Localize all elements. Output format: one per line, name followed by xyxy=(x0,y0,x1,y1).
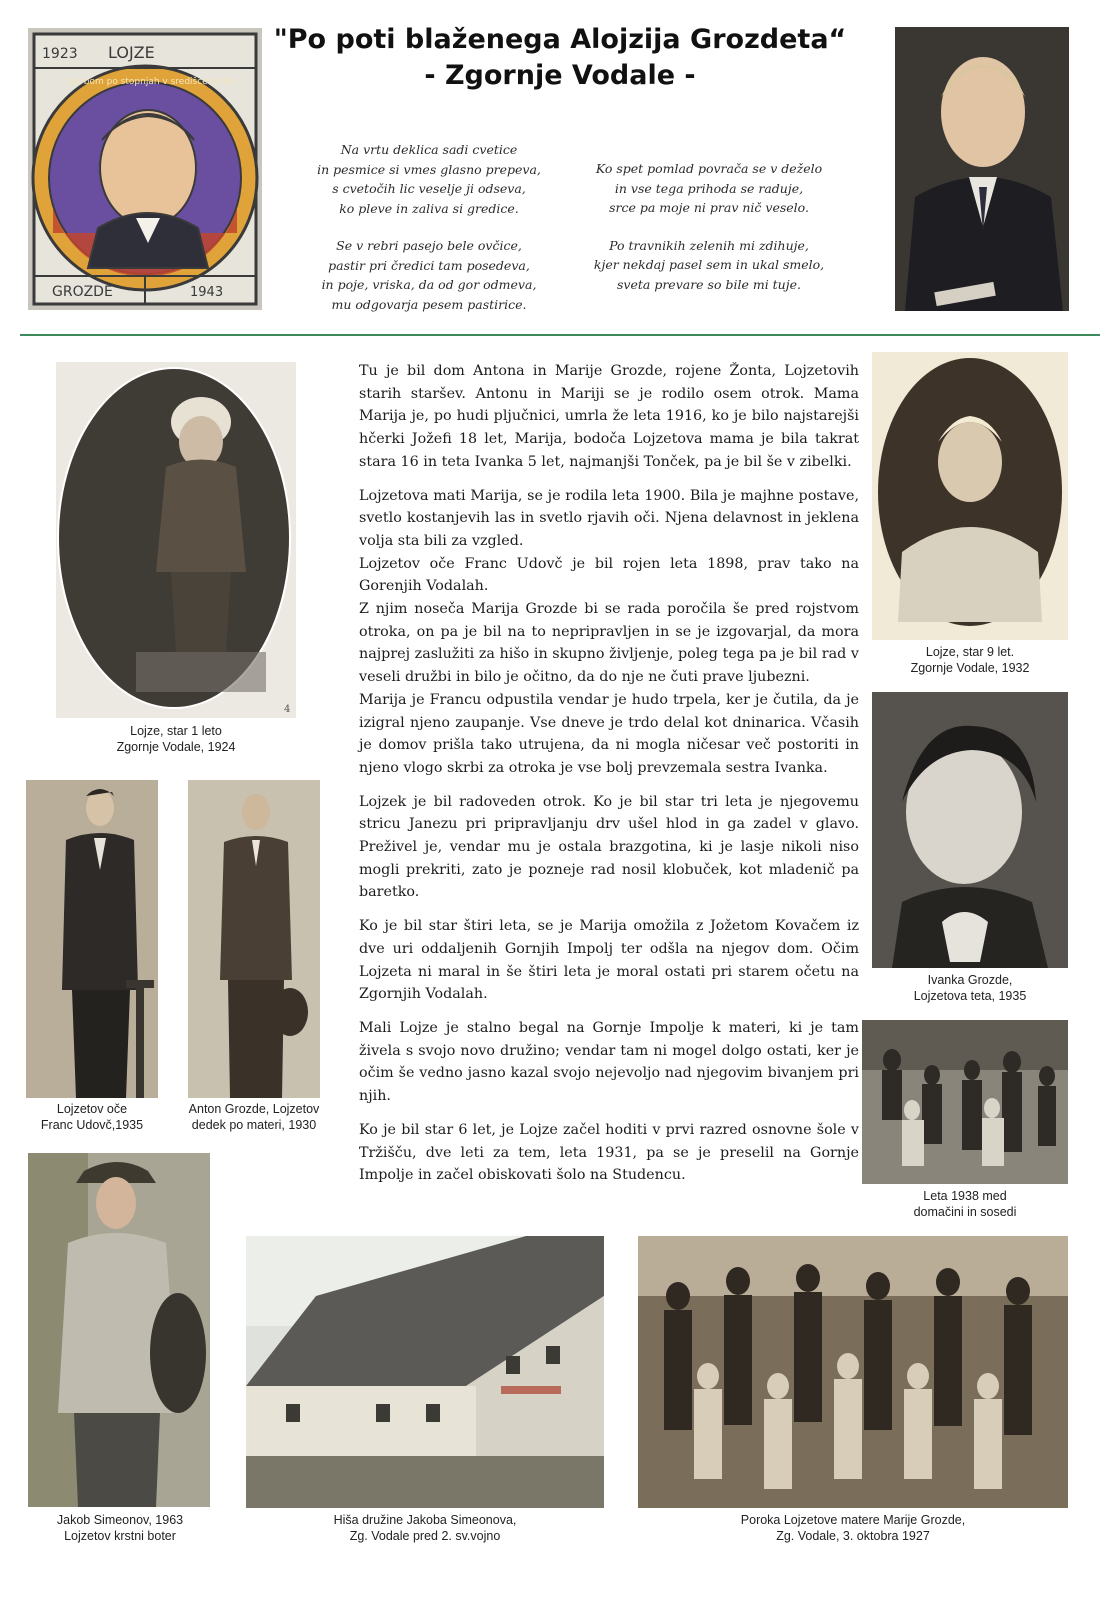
poem-line: mu odgovarja pesem pastirice. xyxy=(331,296,527,312)
poem-line: in poje, vriska, da od gor odmeva, xyxy=(321,277,537,292)
caption-line: Hiša družine Jakoba Simeonova, xyxy=(333,1513,517,1527)
caption-line: Lojzetov krstni boter xyxy=(64,1529,176,1543)
ivanka-photo xyxy=(872,692,1068,968)
caption-jakob xyxy=(20,1512,220,1544)
article-paragraph: Lojzetov oče Franc Udovč je bil rojen leta 1898, prav tako na Gorenjih Vodalah. xyxy=(359,555,859,595)
wedding-photo xyxy=(638,1236,1068,1508)
poem-line: kjer nekdaj pasel sem in ukal smelo, xyxy=(593,257,825,272)
poem-line: in pesmice si vmes glasno prepeva, xyxy=(317,161,541,177)
article-paragraph: Marija je Francu odpustila vendar je hudo trpela, ker je čutila, da je izigral njeno zaupanje. Vse dneve je trdo delal kot dninarica. Včasih je domov prišla tako utrujena, da ni mogla ničesar več postoriti in njeno vlogo skrbi za otroka je vse bolj prevzemala sestra Ivanka. xyxy=(359,691,859,776)
poem-line: Se v rebri pasejo bele ovčice, xyxy=(336,238,522,253)
caption-group-1938 xyxy=(860,1188,1070,1220)
caption-line: Jakob Simeonov, 1963 xyxy=(56,1513,184,1527)
caption-line: dedek po materi, 1930 xyxy=(191,1118,317,1132)
caption-ivanka xyxy=(860,972,1080,1004)
poem-line: srce pa moje ni prav nič veselo. xyxy=(609,200,809,215)
article-paragraph: Lojzek je bil radoveden otrok. Ko je bil star tri leta je njegovemu stricu Janezu pri pripravljanju drv ušel hlod in ga zadel v glavo. Preživel je, vendar mu je ostala brazgotina, ki je lasje nikoli niso mogli prekriti, zato je pozneje rad nosil klobuček, kot mladenič pa baretko. xyxy=(359,793,859,901)
section-divider xyxy=(20,334,1100,336)
caption-line: Zgornje Vodale, 1924 xyxy=(116,740,236,754)
caption-line: domačini in sosedi xyxy=(913,1205,1017,1219)
caption-line: Lojzetov oče xyxy=(56,1102,128,1116)
page-title xyxy=(240,22,880,94)
poem-line: ko pleve in zaliva si gredice. xyxy=(339,200,519,216)
stained-glass-name: LOJZE xyxy=(108,43,155,62)
poem-line: pastir pri čredici tam posedeva, xyxy=(328,257,530,273)
caption-line: Zgornje Vodale, 1932 xyxy=(910,661,1030,675)
caption-line: Lojze, star 1 leto xyxy=(130,724,222,738)
poem-line: Po travnikih zelenih mi zdihuje, xyxy=(609,237,809,253)
jakob-simeonov-photo xyxy=(28,1153,210,1507)
grandfather-photo xyxy=(188,780,320,1098)
poem-right xyxy=(578,159,840,312)
caption-wedding xyxy=(638,1512,1068,1544)
caption-line: Lojze, star 9 let. xyxy=(925,645,1015,659)
father-photo xyxy=(26,780,158,1098)
caption-boy-nine xyxy=(860,644,1080,676)
poem-line: sveta prevare so bile mi tuje. xyxy=(617,276,801,292)
caption-line: Zg. Vodale pred 2. sv.vojno xyxy=(349,1529,501,1543)
caption-line: Ivanka Grozde, xyxy=(927,973,1013,987)
poem-line: s cvetočih lic veselje ji odseva, xyxy=(332,181,526,196)
stained-glass-surname: GROZDE xyxy=(52,284,113,300)
caption-line: Poroka Lojzetove matere Marije Grozde, xyxy=(740,1513,966,1527)
caption-baby xyxy=(56,723,296,755)
caption-line: Lojzetova teta, 1935 xyxy=(913,989,1027,1003)
title-line-1: "Po poti blaženega Alojzija Grozdeta“ xyxy=(273,24,847,55)
article-paragraph: Ko je bil star štiri leta, se je Marija omožila z Jožetom Kovačem iz dve uri oddaljenih Gornjih Impolj ter odšla na njegov dom. Očim Lojzeta ni maral in še štiri leta je moral ostati pri starem očetu na Zgornjih Vodalah. xyxy=(359,918,859,1003)
baby-photo xyxy=(56,362,296,718)
stained-glass-year-end: 1943 xyxy=(190,285,224,300)
stained-glass-motto: Jaz bom po stopnjah v središče prišel xyxy=(68,77,236,87)
article-paragraph: Z njim noseča Marija Grozde bi se rada poročila še pred rojstvom otroka, on pa je bil na to nepripravljen in se je izgovarjal, da mora najprej zaslužiti za hišo in skupno življenje, poleg tega pa je bil rad v veseli družbi in bilo je očitno, da do nje ne čuti prave ljubezni. xyxy=(359,601,859,686)
title-line-2: - Zgornje Vodale - xyxy=(424,60,696,91)
poem-line: Na vrtu deklica sadi cvetice xyxy=(340,142,518,157)
svg-text:4: 4 xyxy=(284,704,291,715)
poem-line: Ko spet pomlad povrača se v deželo xyxy=(595,161,823,176)
article-body xyxy=(359,360,859,1198)
article-paragraph: Tu je bil dom Antona in Marije Grozde, rojene Žonta, Lojzetovih starih staršev. Antonu in Mariji se je rodilo osem otrok. Mama Marija je, po hudi pljučnici, umrla že leta 1916, ko je bilo najstarejši hčerki Jožefi 18 let, Marija, bodoča Lojzetova mama je bila takrat stara 16 in teta Ivanka 5 let, najmanjši Tonček, pa je bil še v zibelki. xyxy=(359,363,859,470)
article-paragraph: Lojzetova mati Marija, se je rodila leta 1900. Bila je majhne postave, svetlo kostanjevih las in svetlo rjavih oči. Njena delavnost in jeklena volja sta bili za vzgled. xyxy=(359,487,859,549)
caption-house xyxy=(246,1512,604,1544)
boy-age-nine-photo xyxy=(872,352,1068,640)
poem-left xyxy=(300,140,558,332)
article-paragraph: Ko je bil star 6 let, je Lojze začel hoditi v prvi razred osnovne šole v Tržišču, dve leti za tem, leta 1931, pa se je preselil na Gornje Impolje in začel obiskovati šolo na Studencu. xyxy=(359,1121,859,1184)
caption-grandfather xyxy=(174,1101,334,1133)
stained-glass-year-start: 1923 xyxy=(42,46,78,62)
portrait-young-man-photo xyxy=(895,27,1069,311)
stained-glass-window xyxy=(28,28,262,310)
article-paragraph: Mali Lojze je stalno begal na Gornje Impolje k materi, ki je tam živela s svojo novo družino; vendar tam ni mogel dolgo ostati, ker je očim še vedno jasno kazal svojo nejevoljo nad njegovim bivanjem pri njih. xyxy=(359,1019,859,1105)
poem-line: in vse tega prihoda se raduje, xyxy=(614,180,804,196)
caption-line: Zg. Vodale, 3. oktobra 1927 xyxy=(776,1529,930,1543)
caption-father xyxy=(22,1101,162,1133)
caption-line: Franc Udovč,1935 xyxy=(40,1118,144,1132)
caption-line: Anton Grozde, Lojzetov xyxy=(188,1102,320,1116)
caption-line: Leta 1938 med xyxy=(923,1189,1007,1203)
house-photo xyxy=(246,1236,604,1508)
group-1938-photo xyxy=(862,1020,1068,1184)
